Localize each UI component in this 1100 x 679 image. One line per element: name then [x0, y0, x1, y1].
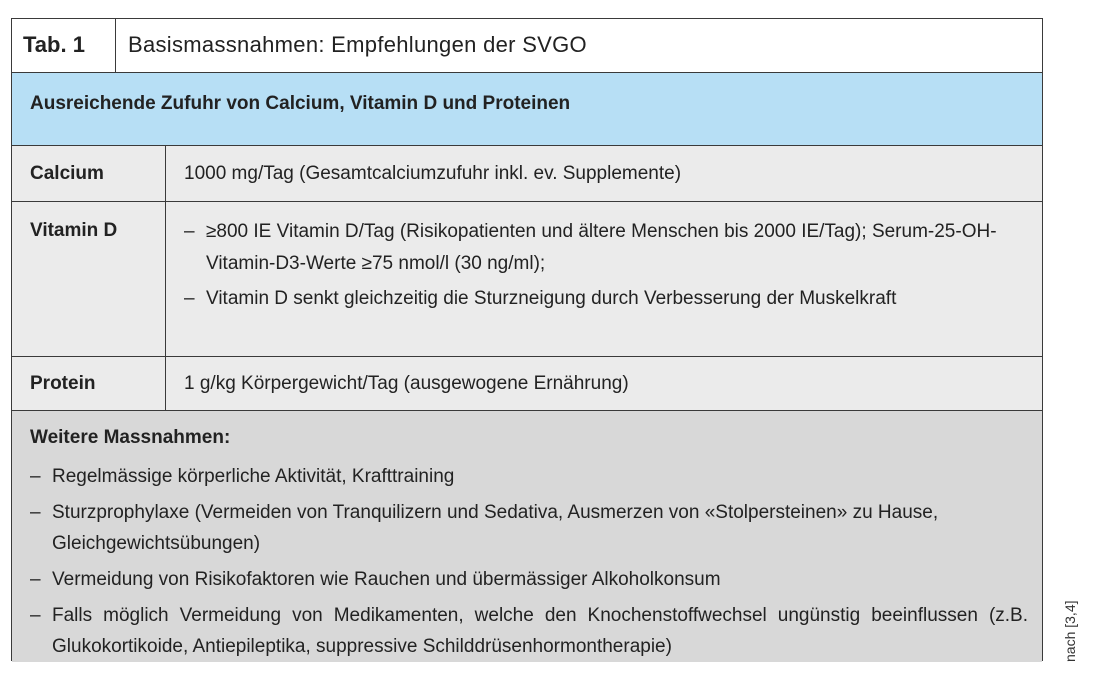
table-title: Basismassnahmen: Empfehlungen der SVGO — [128, 32, 587, 57]
list-item — [184, 283, 1032, 315]
list-item-text: Vermeidung von Risikofaktoren wie Rauchen und übermässiger Alkoholkonsum — [52, 569, 721, 590]
further-measures-section — [12, 411, 1042, 662]
list-item — [30, 600, 1028, 662]
list-item-text: Vitamin D senkt gleichzeitig die Sturzneigung durch Verbesserung der Muskelkraft — [206, 288, 897, 309]
source-note: nach [3,4] — [1062, 600, 1078, 662]
table-number: Tab. 1 — [12, 19, 116, 72]
list-item-text: Regelmässige körperliche Aktivität, Krafttraining — [52, 466, 455, 487]
row-label-calcium: Calcium — [12, 146, 166, 201]
further-measures-title: Weitere Massnahmen: — [30, 427, 231, 448]
table-row-calcium — [12, 146, 1042, 202]
dash-marker: – — [30, 605, 41, 626]
table-title-row — [12, 19, 1042, 73]
list-item — [30, 564, 1028, 595]
table-row-vitamin-d — [12, 202, 1042, 357]
dash-marker: – — [184, 288, 195, 309]
dash-marker: – — [30, 569, 41, 590]
section-header: Ausreichende Zufuhr von Calcium, Vitamin D und Proteinen — [12, 73, 1042, 146]
list-item-text: ≥800 IE Vitamin D/Tag (Risikopatienten und ältere Menschen bis 2000 IE/Tag); Serum-25-OH-Vitamin-D3-Werte ≥75 nmol/l (30 ng/ml); — [206, 221, 997, 274]
list-item — [30, 461, 1028, 492]
list-item-text: Falls möglich Vermeidung von Medikamenten, welche den Knochenstoffwechsel ungünstig beeinflussen (z.B. Glukokortikoide, Antiepileptika, suppressive Schilddrüsenhormontherapie) — [52, 605, 1028, 657]
row-label-vitamin-d: Vitamin D — [12, 202, 166, 356]
list-item — [30, 497, 1028, 559]
row-value-protein: 1 g/kg Körpergewicht/Tag (ausgewogene Ernährung) — [184, 373, 629, 394]
dash-marker: – — [30, 466, 41, 487]
dash-marker: – — [184, 221, 195, 242]
row-value-calcium: 1000 mg/Tag (Gesamtcalciumzufuhr inkl. ev. Supplemente) — [184, 163, 682, 184]
table-row-protein — [12, 357, 1042, 411]
list-item-text: Sturzprophylaxe (Vermeiden von Tranquilizern und Sedativa, Ausmerzen von «Stolpersteinen» zu Hause, Gleichgewichtsübungen) — [52, 502, 939, 554]
row-value-vitamin-d — [184, 202, 1032, 318]
recommendations-table — [11, 18, 1043, 661]
dash-marker: – — [30, 502, 41, 523]
list-item — [184, 216, 1032, 280]
row-label-protein: Protein — [12, 357, 166, 410]
